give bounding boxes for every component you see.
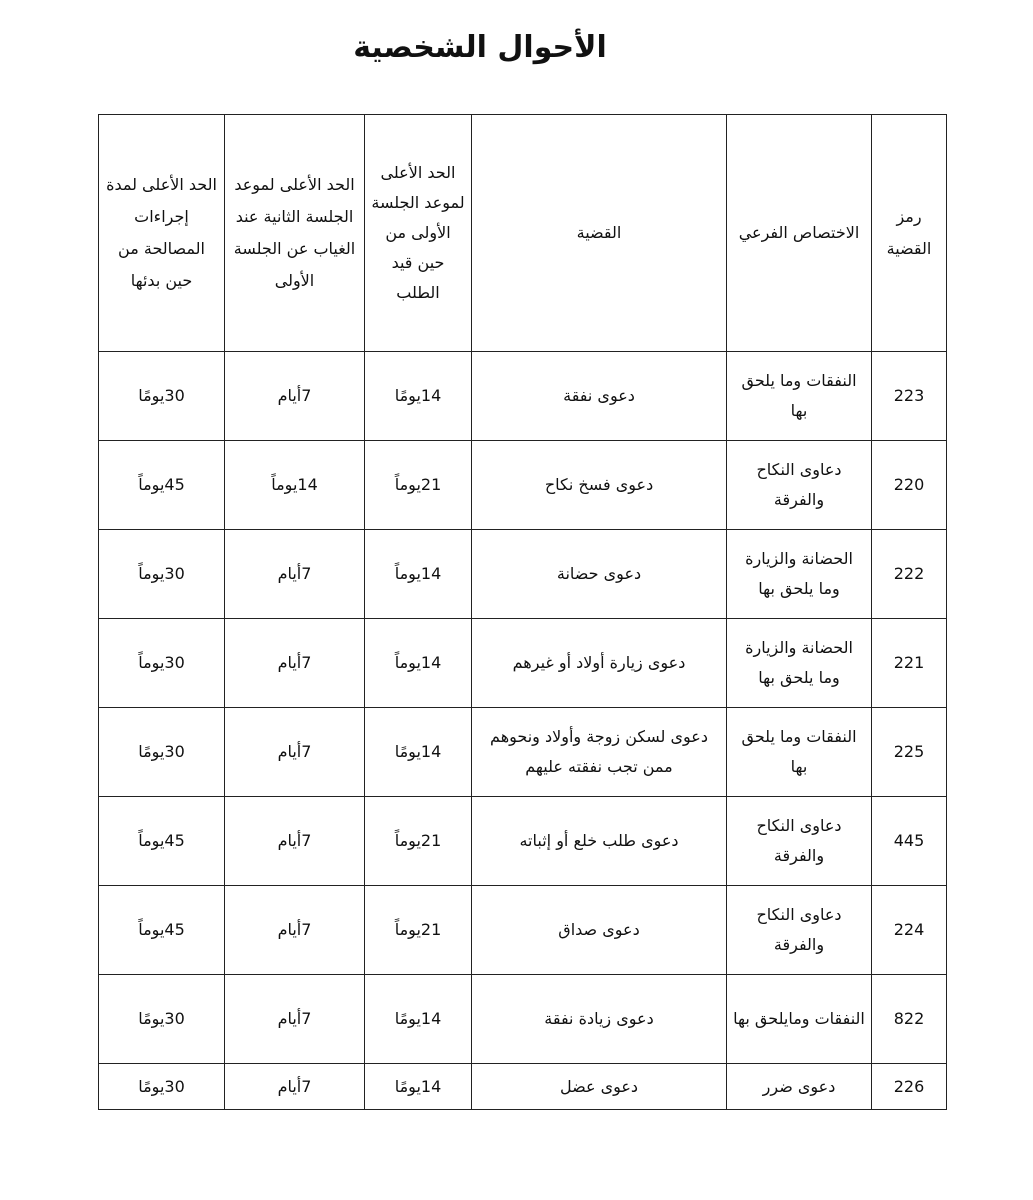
cell-second-session: 7أيام: [225, 619, 365, 708]
cell-reconciliation: 45يوماً: [99, 441, 225, 530]
cell-specialty: الحضانة والزيارة وما يلحق بها: [727, 619, 872, 708]
cell-first-session: 14يومًا: [365, 975, 472, 1064]
table-header-row: [99, 115, 947, 352]
cell-second-session: 7أيام: [225, 886, 365, 975]
table-row: [99, 1064, 947, 1110]
cell-code: 226: [872, 1064, 947, 1110]
header-first-session: الحد الأعلى لموعد الجلسة الأولى من حين قيد الطلب: [365, 115, 472, 352]
cell-first-session: 14يومًا: [365, 708, 472, 797]
header-second-session: الحد الأعلى لموعد الجلسة الثانية عند الغياب عن الجلسة الأولى: [225, 115, 365, 352]
cell-specialty: دعاوى النكاح والفرقة: [727, 441, 872, 530]
cell-reconciliation: 45يوماً: [99, 797, 225, 886]
cell-case: دعوى صداق: [472, 886, 727, 975]
cell-first-session: 21يوماً: [365, 441, 472, 530]
page-title: الأحوال الشخصية: [353, 30, 607, 65]
cell-specialty: الحضانة والزيارة وما يلحق بها: [727, 530, 872, 619]
cell-specialty: دعاوى النكاح والفرقة: [727, 797, 872, 886]
cell-code: 221: [872, 619, 947, 708]
table-row: [99, 797, 947, 886]
cell-second-session: 7أيام: [225, 1064, 365, 1110]
cell-code: 445: [872, 797, 947, 886]
table-row: [99, 441, 947, 530]
cell-first-session: 14يوماً: [365, 619, 472, 708]
header-code: رمز القضية: [872, 115, 947, 352]
cell-code: 220: [872, 441, 947, 530]
cell-second-session: 14يوماً: [225, 441, 365, 530]
cell-reconciliation: 45يوماً: [99, 886, 225, 975]
cell-code: 223: [872, 352, 947, 441]
cell-case: دعوى لسكن زوجة وأولاد ونحوهم ممن تجب نفقته عليهم: [472, 708, 727, 797]
cell-first-session: 14يوماً: [365, 530, 472, 619]
cell-case: دعوى زيادة نفقة: [472, 975, 727, 1064]
table-row: [99, 352, 947, 441]
cell-code: 224: [872, 886, 947, 975]
cell-case: دعوى نفقة: [472, 352, 727, 441]
cell-specialty: النفقات وما يلحق بها: [727, 708, 872, 797]
cell-second-session: 7أيام: [225, 530, 365, 619]
cell-reconciliation: 30يوماً: [99, 619, 225, 708]
cell-specialty: دعاوى النكاح والفرقة: [727, 886, 872, 975]
cell-code: 222: [872, 530, 947, 619]
cell-second-session: 7أيام: [225, 797, 365, 886]
cell-specialty: النفقات وما يلحق بها: [727, 352, 872, 441]
header-reconciliation: الحد الأعلى لمدة إجراءات المصالحة من حين بدئها: [99, 115, 225, 352]
cell-first-session: 14يومًا: [365, 352, 472, 441]
table-row: [99, 619, 947, 708]
cell-first-session: 21يوماً: [365, 797, 472, 886]
cell-case: دعوى عضل: [472, 1064, 727, 1110]
table-row: [99, 530, 947, 619]
cell-second-session: 7أيام: [225, 708, 365, 797]
cell-second-session: 7أيام: [225, 352, 365, 441]
cell-specialty: دعوى ضرر: [727, 1064, 872, 1110]
cell-reconciliation: 30يوماً: [99, 530, 225, 619]
table-row: [99, 886, 947, 975]
header-case: القضية: [472, 115, 727, 352]
cell-case: دعوى حضانة: [472, 530, 727, 619]
table-row: [99, 708, 947, 797]
cell-code: 225: [872, 708, 947, 797]
cell-code: 822: [872, 975, 947, 1064]
cell-first-session: 21يوماً: [365, 886, 472, 975]
table-row: [99, 975, 947, 1064]
cell-reconciliation: 30يومًا: [99, 352, 225, 441]
cell-reconciliation: 30يومًا: [99, 708, 225, 797]
cell-case: دعوى زيارة أولاد أو غيرهم: [472, 619, 727, 708]
cell-reconciliation: 30يومًا: [99, 975, 225, 1064]
cell-first-session: 14يومًا: [365, 1064, 472, 1110]
cell-case: دعوى فسخ نكاح: [472, 441, 727, 530]
header-specialty: الاختصاص الفرعي: [727, 115, 872, 352]
cases-table: [98, 114, 947, 1110]
cell-case: دعوى طلب خلع أو إثباته: [472, 797, 727, 886]
cell-second-session: 7أيام: [225, 975, 365, 1064]
cell-reconciliation: 30يومًا: [99, 1064, 225, 1110]
cell-specialty: النفقات ومايلحق بها: [727, 975, 872, 1064]
